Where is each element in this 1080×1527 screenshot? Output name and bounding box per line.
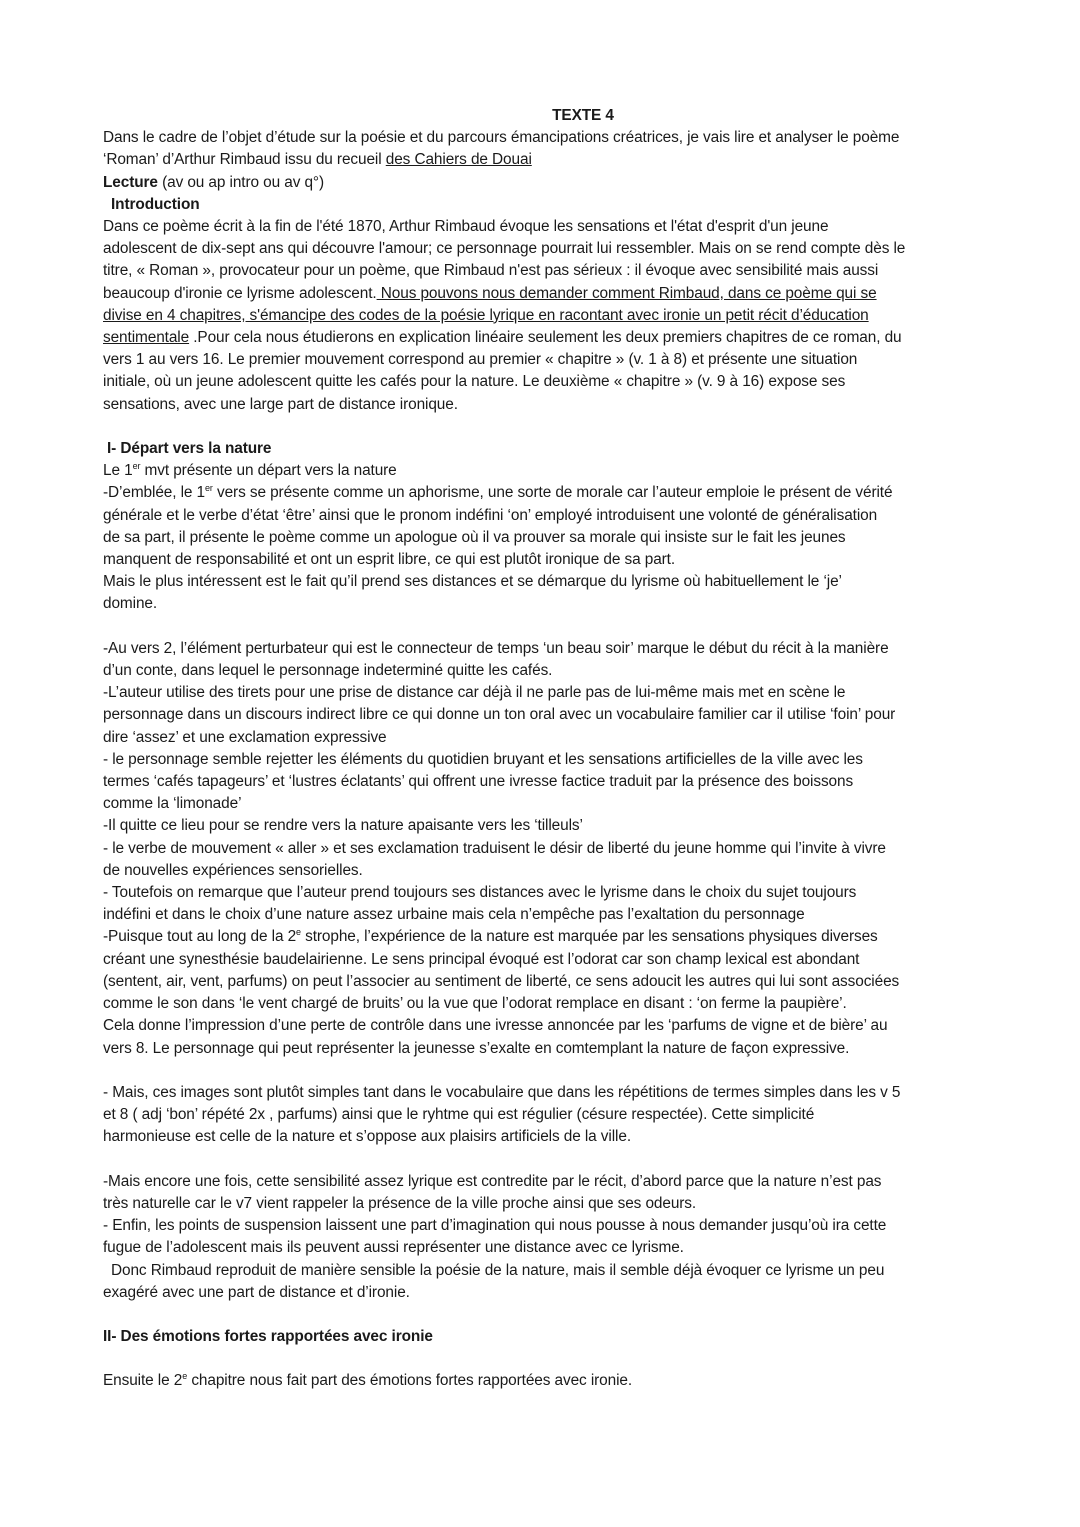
introduction-heading: Introduction: [111, 195, 200, 213]
paragraph-line: - Enfin, les points de suspension laissent une part d’imagination qui nous pousse à nous demander jusqu’où ira cette: [103, 1217, 887, 1235]
paragraph-line: harmonieuse est celle de la nature et s’oppose aux plaisirs artificiels de la ville.: [103, 1128, 631, 1146]
paragraph-line: très naturelle car le v7 vient rappeler la présence de la ville proche ainsi que ses odeurs.: [103, 1194, 697, 1212]
paragraph-line: [103, 926, 983, 948]
paragraph-line: - Mais, ces images sont plutôt simples tant dans le vocabulaire que dans les répétitions de termes simples dans les v 5: [103, 1083, 901, 1101]
section-1-heading: I- Départ vers la nature: [107, 440, 272, 458]
paragraph-text: -D’emblée, le 1: [103, 484, 206, 502]
document-title: TEXTE 4: [552, 107, 614, 124]
paragraph-line: Dans ce poème écrit à la fin de l'été 1870, Arthur Rimbaud évoque les sensations et l'état d'esprit d'un jeune: [103, 218, 829, 236]
intro-line-2: [103, 149, 983, 171]
paragraph-text: beaucoup d'ironie ce lyrisme adolescent.: [103, 284, 377, 302]
paragraph-line: -Au vers 2, l’élément perturbateur qui est le connecteur de temps ‘un beau soir’ marque le début du récit à la manière: [103, 639, 889, 657]
paragraph-text: -Puisque tout au long de la 2: [103, 928, 297, 946]
paragraph-line: sensations, avec une large part de distance ironique.: [103, 395, 458, 413]
paragraph-line: comme la ‘limonade’: [103, 795, 242, 813]
paragraph-line: - le verbe de mouvement « aller » et ses exclamation traduisent le désir de liberté du jeune homme qui l’invite à vivre: [103, 839, 886, 857]
paragraph-text: vers se présente comme un aphorisme, une sorte de morale car l’auteur emploie le présent de vérité: [212, 484, 893, 502]
paragraph-line: termes ‘cafés tapageurs’ et ‘lustres éclatants’ qui offrent une ivresse factice traduit par la présence des boissons: [103, 773, 854, 791]
paragraph-line: vers 1 au vers 16. Le premier mouvement correspond au premier « chapitre » (v. 1 à 8) et présente une situation: [103, 351, 858, 369]
conclusion-line: exagéré avec une part de distance et d’ironie.: [103, 1283, 410, 1301]
intro-line-2-text: ‘Roman’ d’Arthur Rimbaud issu du recueil: [103, 151, 386, 169]
problematic-line: divise en 4 chapitres, s'émancipe des codes de la poésie lyrique en racontant avec ironie un petit récit d’éducation: [103, 306, 869, 324]
paragraph-line: de sa part, il présente le poème comme un apologue où il va prouver sa morale qui insiste sur le fait les jeunes: [103, 528, 846, 546]
paragraph-text: Ensuite le 2: [103, 1372, 183, 1390]
paragraph-line: (sentent, air, vent, parfums) on peut l’associer au sentiment de liberté, ce sens adoucit les autres qui lui sont associées: [103, 972, 900, 990]
paragraph-line: de nouvelles expériences sensorielles.: [103, 861, 363, 879]
paragraph-line: -L’auteur utilise des tirets pour une prise de distance car déjà il ne parle pas de lui-même mais met en scène le: [103, 684, 846, 702]
paragraph-text: chapitre nous fait part des émotions fortes rapportées avec ironie.: [187, 1372, 633, 1390]
paragraph-line: -Il quitte ce lieu pour se rendre vers la nature apaisante vers les ‘tilleuls’: [103, 817, 583, 835]
paragraph-line: Mais le plus intéressent est le fait qu’il prend ses distances et se démarque du lyrisme où habituellement le ‘je’: [103, 573, 842, 591]
superscript: er: [205, 483, 213, 494]
superscript: e: [296, 927, 301, 938]
lecture-note: (av ou ap intro ou av q°): [157, 173, 325, 191]
paragraph-line: fugue de l’adolescent mais ils peuvent aussi représenter une distance avec ce lyrisme.: [103, 1239, 684, 1257]
paragraph-text: .Pour cela nous étudierons en explication linéaire seulement les deux premiers chapitres de ce roman, du: [189, 329, 902, 347]
paragraph-line: manquent de responsabilité et ont un esprit libre, ce qui est plutôt ironique de sa part.: [103, 551, 676, 569]
paragraph-line: initiale, où un jeune adolescent quitte les cafés pour la nature. Le deuxième « chapitre » (v. 9 à 16) expose ses: [103, 373, 846, 391]
paragraph-line: -Mais encore une fois, cette sensibilité assez lyrique est contredite par le récit, d’abord parce que la nature n’est pas: [103, 1172, 882, 1190]
paragraph-line: domine.: [103, 595, 158, 613]
paragraph-line: Cela donne l’impression d’une perte de contrôle dans une ivresse annoncée par les ‘parfums de vigne et de bière’ au: [103, 1017, 888, 1035]
document-page: [103, 105, 983, 1393]
collection-title: des Cahiers de Douai: [385, 151, 532, 169]
paragraph-line: dire ‘assez’ et une exclamation expressive: [103, 728, 387, 746]
paragraph-line: créant une synesthésie baudelairienne. Le sens principal évoqué est l’odorat car son champ lexical est abondant: [103, 950, 860, 968]
paragraph-line: - Toutefois on remarque que l’auteur prend toujours ses distances avec le lyrisme dans le choix du sujet toujours: [103, 884, 857, 902]
paragraph-text: strophe, l’expérience de la nature est marquée par les sensations physiques diverses: [300, 928, 878, 946]
paragraph-text: Le 1: [103, 462, 133, 480]
paragraph-line: [103, 327, 983, 349]
paragraph-line: adolescent de dix-sept ans qui découvre l'amour; ce personnage pourrait lui ressembler. Mais on se rend compte dès le: [103, 240, 906, 258]
paragraph-line: titre, « Roman », provocateur pour un poème, que Rimbaud n'est pas sérieux : il évoque avec sensibilité mais aussi: [103, 262, 879, 280]
paragraph-line: générale et le verbe d’état ‘être’ ainsi que le pronom indéfini ‘on’ employé introduisent une volonté de généralisation: [103, 506, 878, 524]
paragraph-line: [103, 1370, 983, 1392]
paragraph-line: vers 8. Le personnage qui peut représenter la jeunesse s’exalte en comtemplant la nature de façon expressive.: [103, 1039, 850, 1057]
paragraph-line: comme le son dans ‘le vent chargé de bruits’ ou la vue que l’odorat remplace en disant : ‘on ferme la paupière’.: [103, 995, 847, 1013]
paragraph-line: d’un conte, dans lequel le personnage indeterminé quitte les cafés.: [103, 662, 553, 680]
section-2-heading: II- Des émotions fortes rapportées avec ironie: [103, 1328, 433, 1346]
conclusion-line: Donc Rimbaud reproduit de manière sensible la poésie de la nature, mais il semble déjà évoquer ce lyrisme un peu: [111, 1261, 885, 1279]
lecture-line: [103, 172, 983, 194]
superscript: e: [182, 1371, 188, 1382]
paragraph-line: indéfini et dans le choix d’une nature assez urbaine mais cela n’empêche pas l’exaltation du personnage: [103, 906, 805, 924]
paragraph-line: personnage dans un discours indirect libre ce qui donne un ton oral avec un vocabulaire familier car il utilise ‘foin’ pour: [103, 706, 896, 724]
intro-line-1: Dans le cadre de l’objet d’étude sur la poésie et du parcours émancipations créatrices, je vais lire et analyser le poème: [103, 129, 900, 147]
superscript: er: [132, 461, 141, 472]
paragraph-line: - le personnage semble rejetter les éléments du quotidien bruyant et les sensations artificielles de la ville avec les: [103, 750, 863, 768]
paragraph-line: [103, 283, 983, 305]
problematic-text: Nous pouvons nous demander comment Rimbaud, dans ce poème qui se: [376, 284, 877, 302]
paragraph-line: [103, 460, 983, 482]
paragraph-line: et 8 ( adj ‘bon’ répété 2x , parfums) ainsi que le ryhtme qui est régulier (césure respectée). Cette simplicité: [103, 1106, 815, 1124]
paragraph-text: mvt présente un départ vers la nature: [140, 462, 397, 480]
paragraph-line: [103, 482, 983, 504]
lecture-label: Lecture: [103, 173, 158, 191]
problematic-text: sentimentale: [103, 329, 190, 347]
